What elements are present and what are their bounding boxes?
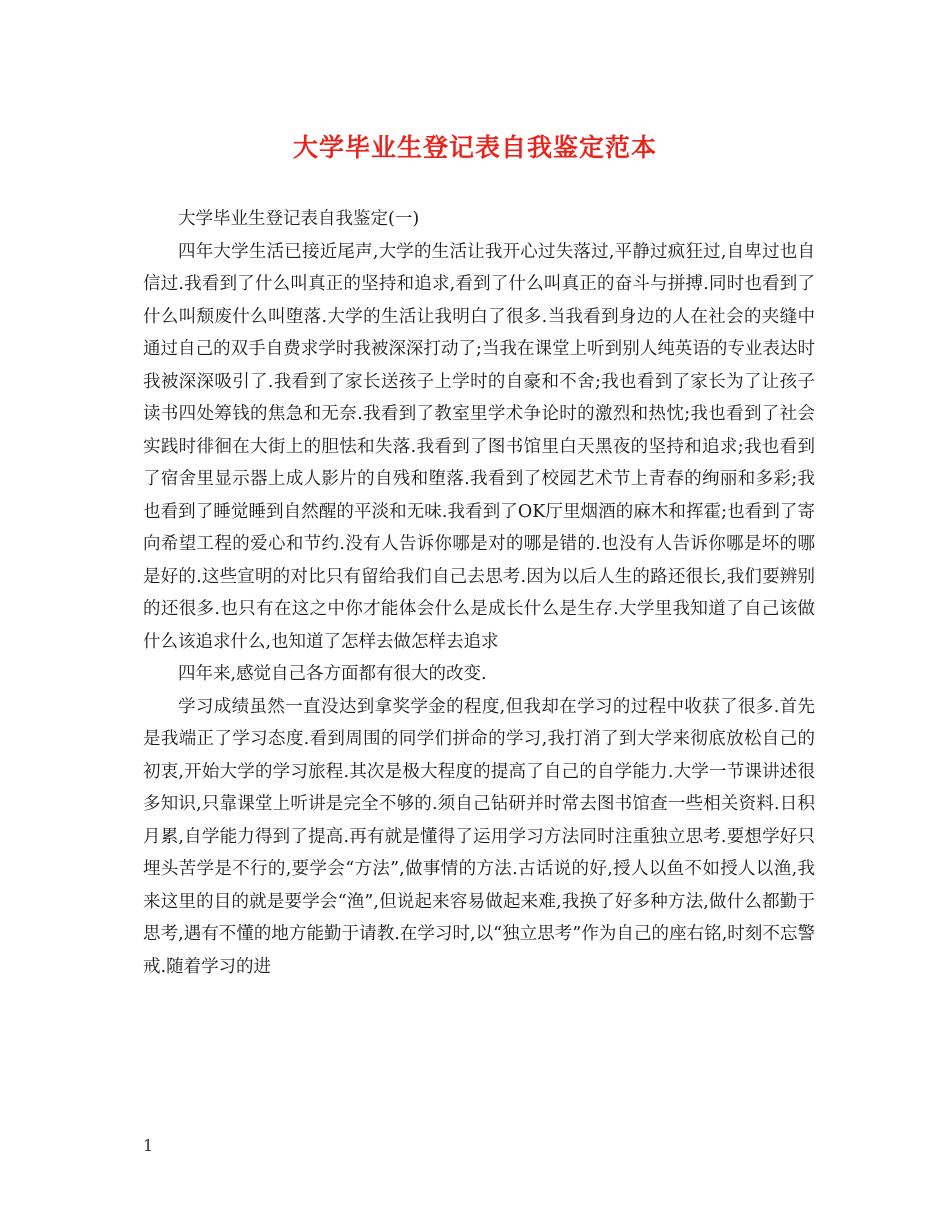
section-heading: 大学毕业生登记表自我鉴定(一) <box>178 209 420 229</box>
body-paragraph: 四年来,感觉自己各方面都有很大的改变. <box>178 664 487 684</box>
body-paragraph: 学习成绩虽然一直没达到拿奖学金的程度,但我却在学习的过程中收获了很多.首先是我端正了学习态度.看到周围的同学们拼命的学习,我打消了到大学来彻底放松自己的初衷,开始大学的学习旅程.其次是极大程度的提高了自己的自学能力.大学一节课讲述很多知识,只靠课堂上听讲是完全不够的.须自己钻研并时常去图书馆查一些相关资料.日积月累,自学能力得到了提高.再有就是懂得了运用学习方法同时注重独立思考.要想学好只埋头苦学是不行的,要学会“方法”,做事情的方法.古话说的好,授人以鱼不如授人以渔,我来这里的目的就是要学会“渔”,但说起来容易做起来难,我换了好多种方法,做什么都勤于思考,遇有不懂的地方能勤于请教.在学习时,以“独立思考”作为自己的座右铭,时刻不忘警戒.随着学习的进 <box>143 696 815 977</box>
body-paragraph: 四年大学生活已接近尾声,大学的生活让我开心过失落过,平静过疯狂过,自卑过也自信过.我看到了什么叫真正的坚持和追求,看到了什么叫真正的奋斗与拼搏.同时也看到了什么叫颓废什么叫堕落.大学的生活让我明白了很多.当我看到身边的人在社会的夹缝中通过自己的双手自费求学时我被深深打动了;当我在课堂上听到别人纯英语的专业表达时我被深深吸引了.我看到了家长送孩子上学时的自豪和不舍;我也看到了家长为了让孩子读书四处筹钱的焦急和无奈.我看到了教室里学术争论时的激烈和热忱;我也看到了社会实践时徘徊在大街上的胆怯和失落.我看到了图书馆里白天黑夜的坚持和追求;我也看到了宿舍里显示器上成人影片的自残和堕落.我看到了校园艺术节上青春的绚丽和多彩;我也看到了睡觉睡到自然醒的平淡和无味.我看到了OK厅里烟酒的麻木和挥霍;也看到了寄向希望工程的爱心和节约.没有人告诉你哪是对的哪是错的.也没有人告诉你哪是坏的哪是好的.这些宣明的对比只有留给我们自己去思考.因为以后人生的路还很长,我们要辨别的还很多.也只有在这之中你才能体会什么是成长什么是生存.大学里我知道了自己该做什么该追求什么,也知道了怎样去做怎样去追求 <box>143 241 815 652</box>
document-body <box>143 203 815 983</box>
page-number: 1 <box>143 1136 154 1155</box>
document-title: 大学毕业生登记表自我鉴定范本 <box>292 133 657 162</box>
